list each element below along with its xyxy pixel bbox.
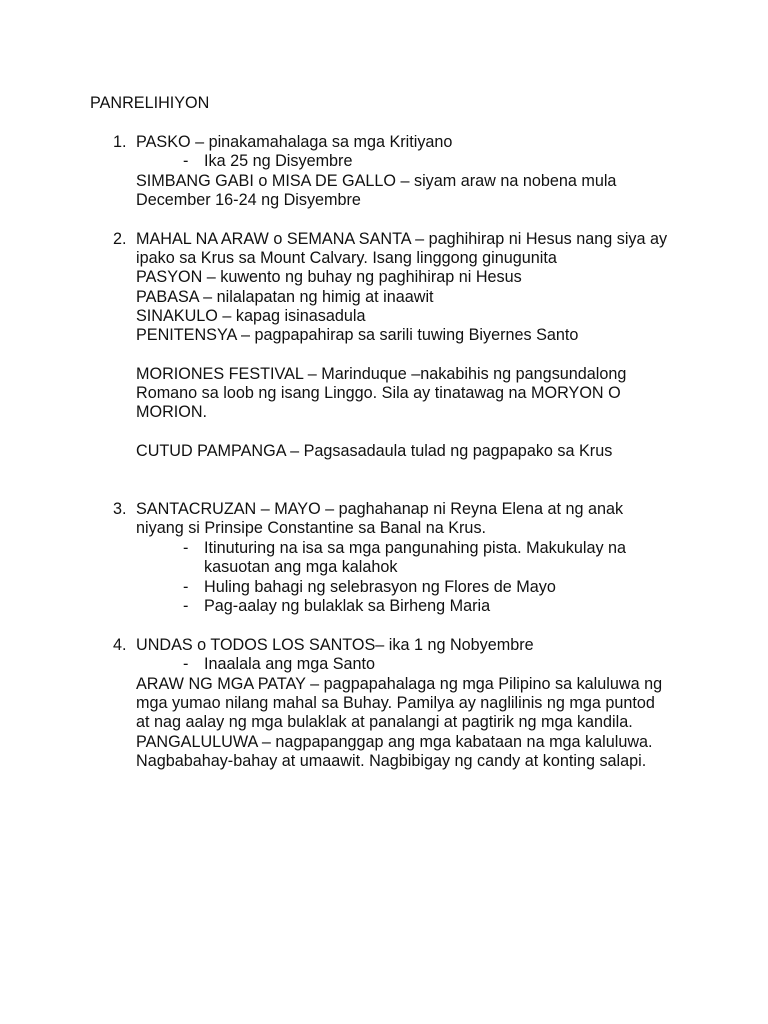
bullet-dash: - bbox=[183, 655, 189, 673]
list-item-text: ARAW NG MGA PATAY – pagpapahalaga ng mga Pilipino sa kaluluwa ng bbox=[136, 675, 663, 693]
page-title: PANRELIHIYON bbox=[90, 94, 210, 112]
list-item-text: niyang si Prinsipe Constantine sa Banal na Krus. bbox=[136, 519, 487, 537]
list-number: 1. bbox=[113, 133, 127, 151]
list-item-heading: SANTACRUZAN – MAYO – paghahanap ni Reyna Elena at ng anak bbox=[136, 500, 624, 518]
list-number: 4. bbox=[113, 636, 127, 654]
list-item-text: at nag aalay ng mga bulaklak at panalangi at pagtirik ng mga kandila. bbox=[136, 713, 633, 731]
list-item-text: SINAKULO – kapag isinasadula bbox=[136, 307, 366, 325]
list-item-text: MORION. bbox=[136, 403, 208, 421]
list-item-text: PENITENSYA – pagpapahirap sa sarili tuwing Biyernes Santo bbox=[136, 326, 579, 344]
list-item-heading: MAHAL NA ARAW o SEMANA SANTA – paghihirap ni Hesus nang siya ay bbox=[136, 230, 668, 248]
list-item-text: PABASA – nilalapatan ng himig at inaawit bbox=[136, 288, 434, 306]
list-item-text: SIMBANG GABI o MISA DE GALLO – siyam araw na nobena mula bbox=[136, 172, 617, 190]
list-item-heading: UNDAS o TODOS LOS SANTOS– ika 1 ng Nobyembre bbox=[136, 636, 534, 654]
list-item-heading: PASKO – pinakamahalaga sa mga Kritiyano bbox=[136, 133, 453, 151]
bullet-dash: - bbox=[183, 578, 189, 596]
list-number: 3. bbox=[113, 500, 127, 518]
list-item-text: mga yumao nilang mahal sa Buhay. Pamilya ay naglilinis ng mga puntod bbox=[136, 694, 655, 712]
bullet-text: Huling bahagi ng selebrasyon ng Flores de Mayo bbox=[204, 578, 556, 596]
bullet-text: Ika 25 ng Disyembre bbox=[204, 152, 353, 170]
list-item-text: CUTUD PAMPANGA – Pagsasadaula tulad ng pagpapako sa Krus bbox=[136, 442, 613, 460]
list-item-text: Nagbabahay-bahay at umaawit. Nagbibigay ng candy at konting salapi. bbox=[136, 752, 647, 770]
list-item-text: PANGALULUWA – nagpapanggap ang mga kabataan na mga kaluluwa. bbox=[136, 733, 653, 751]
bullet-dash: - bbox=[183, 539, 189, 557]
list-number: 2. bbox=[113, 230, 127, 248]
bullet-text: Inaalala ang mga Santo bbox=[204, 655, 375, 673]
bullet-dash: - bbox=[183, 152, 189, 170]
bullet-text: kasuotan ang mga kalahok bbox=[204, 558, 398, 576]
bullet-text: Pag-aalay ng bulaklak sa Birheng Maria bbox=[204, 597, 491, 615]
bullet-dash: - bbox=[183, 597, 189, 615]
bullet-text: Itinuturing na isa sa mga pangunahing pista. Makukulay na bbox=[204, 539, 627, 557]
list-item-text: MORIONES FESTIVAL – Marinduque –nakabihis ng pangsundalong bbox=[136, 365, 627, 383]
list-item-text: PASYON – kuwento ng buhay ng paghihirap ni Hesus bbox=[136, 268, 522, 286]
list-item-text: December 16-24 ng Disyembre bbox=[136, 191, 361, 209]
list-item-text: Romano sa loob ng isang Linggo. Sila ay tinatawag na MORYON O bbox=[136, 384, 621, 402]
list-item-text: ipako sa Krus sa Mount Calvary. Isang linggong ginugunita bbox=[136, 249, 557, 267]
